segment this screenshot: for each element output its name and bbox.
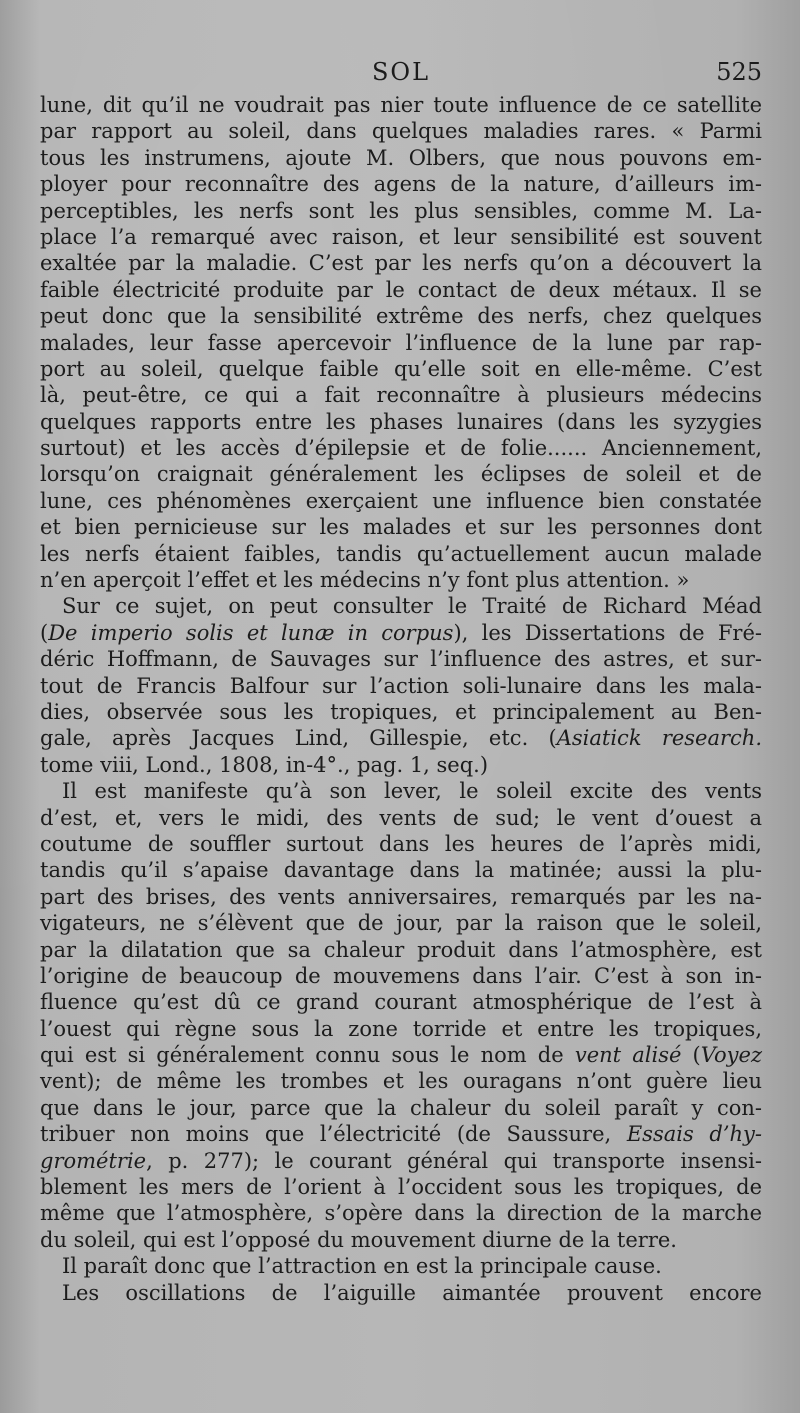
book-title: De imperio solis et lunæ in corpus [48,620,454,645]
text-run: qui est si généralement connu sous le nom de [40,1043,575,1068]
text-line: Les oscillations de l’aiguille aimantée prouvent encore [62,1280,762,1305]
text-line: et bien pernicieuse sur les malades et sur les personnes dont [40,515,762,540]
text-line: surtout) et les accès d’épilepsie et de folie...... Anciennement, [40,436,762,461]
text-line: dies, observée sous les tropiques, et principalement au Ben- [40,699,762,724]
text-line: que dans le jour, parce que la chaleur du soleil paraît y con- [40,1095,762,1120]
text-line: lune, ces phénomènes exerçaient une influence bien constatée [40,488,762,513]
text-line: faible électricité produite par le contact de deux métaux. Il se [40,277,762,302]
text-line: place l’a remarqué avec raison, et leur sensibilité est souvent [40,224,762,249]
book-title: grométrie [40,1148,147,1173]
text-line: tout de Francis Balfour sur l’action soli-lunaire dans les mala- [40,673,762,698]
text-run: gale, après Jacques Lind, Gillespie, etc. ( [40,726,557,751]
text-line [40,620,762,646]
text-line [40,1148,762,1174]
text-line [40,1121,762,1147]
text-line: lorsqu’on craignait généralement les éclipses de soleil et de [40,462,762,487]
text-line: là, peut-être, ce qui a fait reconnaître à plusieurs médecins [40,383,762,408]
text-line: peut donc que la sensibilité extrême des nerfs, chez quelques [40,304,762,329]
text-line: même que l’atmosphère, s’opère dans la direction de la marche [40,1201,762,1226]
text-line: fluence qu’est dû ce grand courant atmosphérique de l’est à [40,990,762,1015]
text-line: les nerfs étaient faibles, tandis qu’actuellement aucun malade [40,541,762,566]
text-line: perceptibles, les nerfs sont les plus sensibles, comme M. La- [40,198,762,223]
running-head: SOL [371,58,431,86]
text-line: l’ouest qui règne sous la zone torride et entre les tropiques, [40,1016,762,1041]
page-header [40,58,762,94]
text-run: ), les Dissertations de Fré- [453,620,762,645]
text-line: n’en aperçoit l’effet et les médecins n’y font plus attention. » [40,568,690,593]
text-line: vent); de même les trombes et les ouragans n’ont guère lieu [40,1069,762,1094]
text-run: ( [40,620,49,645]
text-run: tribuer non moins que l’électricité (de Saussure, [40,1122,627,1147]
text-line: tandis qu’il s’apaise davantage dans la matinée; aussi la plu- [40,858,762,883]
text-line: exaltée par la maladie. C’est par les nerfs qu’on a découvert la [40,251,762,276]
text-line: Il paraît donc que l’attraction en est la principale cause. [62,1254,662,1279]
text-line: par la dilatation que sa chaleur produit dans l’atmosphère, est [40,937,762,962]
text-line: déric Hoffmann, de Sauvages sur l’influence des astres, et sur- [40,647,762,672]
text-line: vigateurs, ne s’élèvent que de jour, par la raison que le soleil, [40,911,762,936]
text-run: , p. 277); le courant général qui transporte insensi- [146,1148,762,1173]
text-line: part des brises, des vents anniversaires, remarqués par les na- [40,884,762,909]
text-line: Il est manifeste qu’à son lever, le soleil excite des vents [62,779,762,804]
text-line: quelques rapports entre les phases lunaires (dans les syzygies [40,409,762,434]
text-line [40,1042,762,1068]
body-text [40,92,762,1306]
page-number: 525 [716,58,762,86]
text-line: tous les instrumens, ajoute M. Olbers, que nous pouvons em- [40,145,762,170]
text-run: ( [681,1043,701,1068]
text-line: malades, leur fasse apercevoir l’influence de la lune par rap- [40,330,762,355]
text-line: ployer pour reconnaître des agens de la nature, d’ailleurs im- [40,172,762,197]
text-line: coutume de souffler surtout dans les heures de l’après midi, [40,831,762,856]
text-line [40,725,762,751]
text-line: l’origine de beaucoup de mouvemens dans l’air. C’est à son in- [40,963,762,988]
text-line: blement les mers de l’orient à l’occident sous les tropiques, de [40,1175,762,1200]
book-title: Asiatick research. [556,726,763,751]
cross-reference: Voyez [700,1043,763,1068]
italic-term: vent alisé [574,1043,682,1068]
book-title: Essais d’hy- [626,1122,762,1147]
text-line: lune, dit qu’il ne voudrait pas nier toute influence de ce satellite [40,93,762,117]
text-line: port au soleil, quelque faible qu’elle soit en elle-même. C’est [40,356,762,381]
text-line: d’est, et, vers le midi, des vents de sud; le vent d’ouest a [40,805,762,830]
text-line: par rapport au soleil, dans quelques maladies rares. « Parmi [40,119,762,144]
text-line: tome viii, Lond., 1808, in-4°., pag. 1, seq.) [40,752,489,777]
text-line: Sur ce sujet, on peut consulter le Traité de Richard Méad [62,594,762,619]
text-line: du soleil, qui est l’opposé du mouvement diurne de la terre. [40,1227,677,1252]
